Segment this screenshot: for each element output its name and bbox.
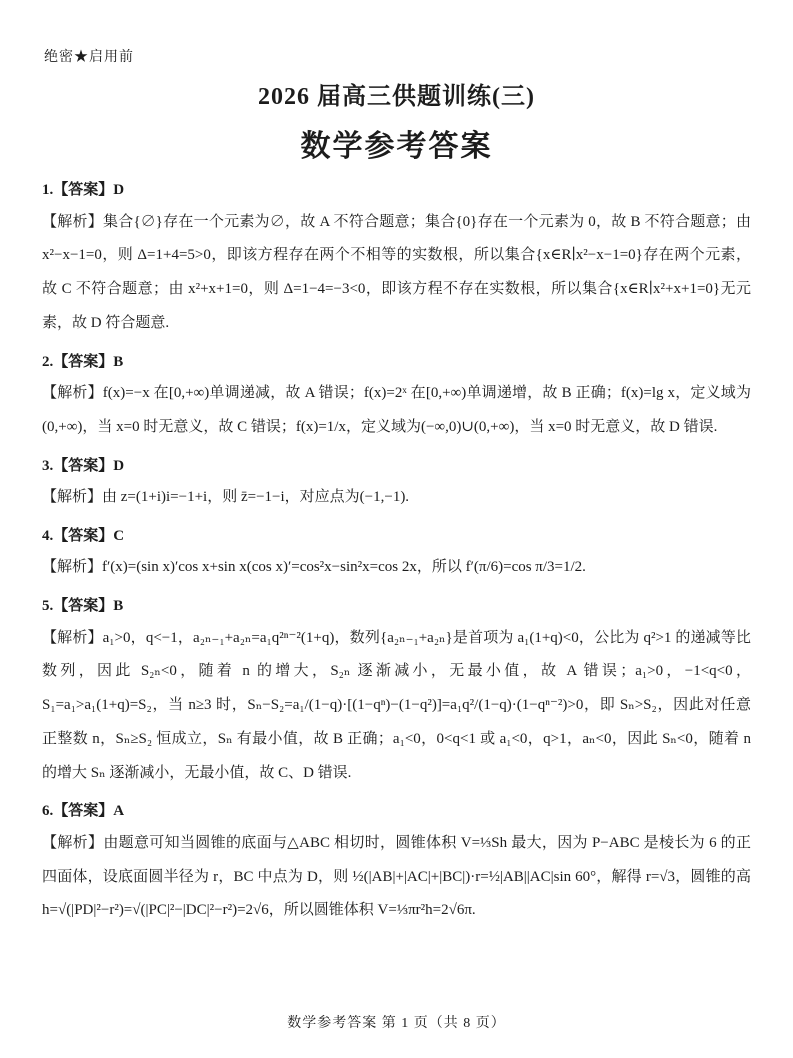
- answer-label-3: 3.【答案】D: [42, 457, 125, 474]
- answer-block-5: [42, 595, 751, 790]
- answer-analysis-5: 【解析】a₁>0，q<−1，a₂ₙ₋₁+a₂ₙ=a₁q²ⁿ⁻²(1+q)，数列{a₂ₙ₋₁+a₂ₙ}是首项为 a₁(1+q)<0，公比为 q²>1 的递减等比数列，因此 S₂ₙ<0，随着 n 的增大，S₂ₙ 逐渐减小，无最小值，故 A 错误；a₁>0，−1<q<0，S₁=a₁>a₁(1+q)=S₂，当 n≥3 时，Sₙ−S₂=a₁/(1−q)·[(1−qⁿ)−(1−q²)]=a₁q²/(1−q)·(1−qⁿ⁻²)>0，即 Sₙ>S₂，因此对任意正整数 n，Sₙ≥S₂ 恒成立，Sₙ 有最小值，故 B 正确；a₁<0，0<q<1 或 a₁<0，q>1，aₙ<0，因此 Sₙ<0，随着 n 的增大 Sₙ 逐渐减小，无最小值，故 C、D 错误.: [42, 629, 751, 781]
- answer-block-2: [42, 351, 751, 445]
- answer-analysis-2: 【解析】f(x)=−x 在[0,+∞)单调递减，故 A 错误；f(x)=2ˣ 在[0,+∞)单调递增，故 B 正确；f(x)=lg x，定义域为(0,+∞)，当 x=0 时无意义，故 C 错误；f(x)=1/x，定义域为(−∞,0)∪(0,+∞)，当 x=0 时无意义，故 D 错误.: [42, 385, 751, 435]
- answer-label-2: 2.【答案】B: [42, 353, 124, 370]
- answer-label-1: 1.【答案】D: [42, 182, 125, 198]
- answer-analysis-4: 【解析】f′(x)=(sin x)′cos x+sin x(cos x)′=cos²x−sin²x=cos 2x，所以 f′(π/6)=cos π/3=1/2.: [42, 559, 586, 576]
- answer-block-1: [42, 179, 751, 341]
- answer-analysis-3: 【解析】由 z=(1+i)i=−1+i，则 z̄=−1−i，对应点为(−1,−1).: [42, 489, 410, 505]
- answer-analysis-1: 【解析】集合{∅}存在一个元素为∅，故 A 不符合题意；集合{0}存在一个元素为 0，故 B 不符合题意；由 x²−x−1=0，则 Δ=1+4=5>0，即该方程存在两个不相等的实数根，所以集合{x∈R∣x²−x−1=0}存在两个元素，故 C 不符合题意；由 x²+x+1=0，则 Δ=1−4=−3<0，即该方程不存在实数根，所以集合{x∈R∣x²+x+1=0}无元素，故 D 符合题意.: [42, 213, 751, 331]
- answer-label-4: 4.【答案】C: [42, 527, 125, 544]
- answer-block-4: [42, 525, 751, 585]
- answer-analysis-6: 【解析】由题意可知当圆锥的底面与△ABC 相切时，圆锥体积 V=⅓Sh 最大，因为 P−ABC 是棱长为 6 的正四面体，设底面圆半径为 r，BC 中点为 D，则 ½(|AB|+|AC|+|BC|)·r=½|AB||AC|sin 60°，解得 r=√3，圆锥的高 h=√(|PD|²−r²)=√(|PC|²−|DC|²−r²)=2√6，所以圆锥体积 V=⅓πr²h=2√6π.: [42, 834, 751, 919]
- page-title: 2026 届高三供题训练(三): [258, 84, 535, 110]
- page-footer: 数学参考答案 第 1 页（共 8 页）: [287, 1016, 506, 1031]
- answer-label-6: 6.【答案】A: [42, 803, 125, 820]
- answer-label-5: 5.【答案】B: [42, 598, 124, 614]
- security-notice: 绝密★启用前: [44, 50, 134, 65]
- page-subtitle: 数学参考答案: [300, 130, 493, 163]
- answer-block-3: [42, 455, 751, 515]
- answer-block-6: [42, 800, 751, 928]
